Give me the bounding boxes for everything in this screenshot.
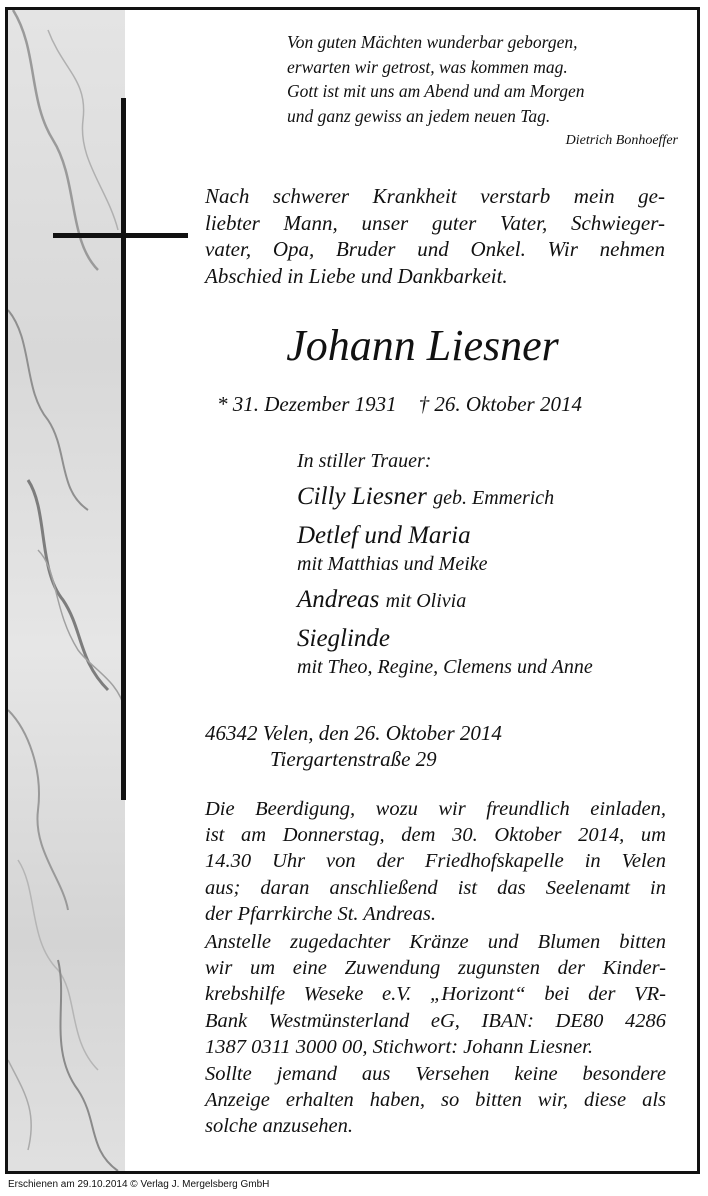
poem-author: Dietrich Bonhoeffer [565, 133, 678, 148]
address-block [205, 720, 502, 772]
mourner-children: mit Theo, Regine, Clemens und Anne [297, 656, 593, 678]
donation-line: Bank Westmünsterland eG, IBAN: DE80 4286 [205, 1009, 666, 1032]
notice-info [205, 1061, 666, 1140]
intro-text [205, 183, 665, 289]
funeral-line: Die Beerdigung, wozu wir freundlich einladen, [205, 798, 666, 820]
mourner-cilly [297, 482, 677, 513]
publication-footer: Erschienen am 29.10.2014 © Verlag J. Mergelsberg GmbH [8, 1179, 270, 1190]
donation-line: krebshilfe Weseke e.V. „Horizont“ bei der VR- [205, 983, 666, 1006]
street: Tiergartenstraße 29 [270, 747, 437, 771]
notice-line: Sollte jemand aus Versehen keine besondere [205, 1063, 666, 1085]
funeral-line: aus; daran anschließend ist das Seelenamt in [205, 876, 666, 899]
poem-line: und ganz gewiss an jedem neuen Tag. [287, 105, 551, 126]
birth-date: * 31. Dezember 1931 [217, 392, 397, 416]
mourner-name: Cilly Liesner [297, 483, 427, 510]
marble-veins [8, 10, 125, 1171]
funeral-info [205, 796, 666, 927]
marble-stripe [8, 10, 125, 1171]
deceased-name: Johann Liesner [286, 321, 559, 370]
poem-line: Von guten Mächten wunderbar geborgen, [287, 32, 578, 52]
mourners [297, 448, 677, 680]
mourner-name: Andreas [297, 586, 380, 613]
funeral-line: der Pfarrkirche St. Andreas. [205, 902, 436, 925]
mourner-note: mit Olivia [385, 590, 467, 612]
donation-line: Anstelle zugedachter Kränze und Blumen bitten [205, 931, 666, 953]
poem-line: Gott ist mit uns am Abend und am Morgen [287, 81, 585, 101]
funeral-line: 14.30 Uhr von der Friedhofskapelle in Velen [205, 850, 666, 873]
cross-horizontal-bar [53, 233, 188, 238]
life-dates [217, 392, 582, 417]
poem-line: erwarten wir getrost, was kommen mag. [287, 56, 568, 77]
donation-info [205, 929, 666, 1060]
mourner-sieglinde: Sieglinde [297, 625, 391, 652]
death-date: † 26. Oktober 2014 [418, 392, 582, 416]
funeral-line: ist am Donnerstag, dem 30. Oktober 2014, um [205, 824, 666, 847]
place-date: 46342 Velen, den 26. Oktober 2014 [205, 721, 502, 745]
mourner-andreas [297, 585, 677, 616]
notice-line: solche anzusehen. [205, 1115, 354, 1138]
donation-line: wir um eine Zuwendung zugunsten der Kinder- [205, 957, 666, 980]
intro-line: Abschied in Liebe und Dankbarkeit. [205, 263, 508, 288]
mourner-children: mit Matthias und Meike [297, 553, 488, 575]
intro-line: vater, Opa, Bruder und Onkel. Wir nehmen [205, 237, 665, 261]
bonhoeffer-poem [287, 30, 667, 128]
cross-vertical-bar [121, 98, 126, 800]
intro-line: Nach schwerer Krankheit verstarb mein ge- [205, 184, 665, 208]
mourners-heading: In stiller Trauer: [297, 450, 432, 472]
intro-line: liebter Mann, unser guter Vater, Schwieger- [205, 210, 665, 235]
mourner-note: geb. Emmerich [433, 487, 555, 509]
notice-line: Anzeige erhalten haben, so bitten wir, diese als [205, 1089, 666, 1112]
donation-line: 1387 0311 3000 00, Stichwort: Johann Liesner. [205, 1035, 593, 1058]
mourner-detlef: Detlef und Maria [297, 522, 471, 549]
